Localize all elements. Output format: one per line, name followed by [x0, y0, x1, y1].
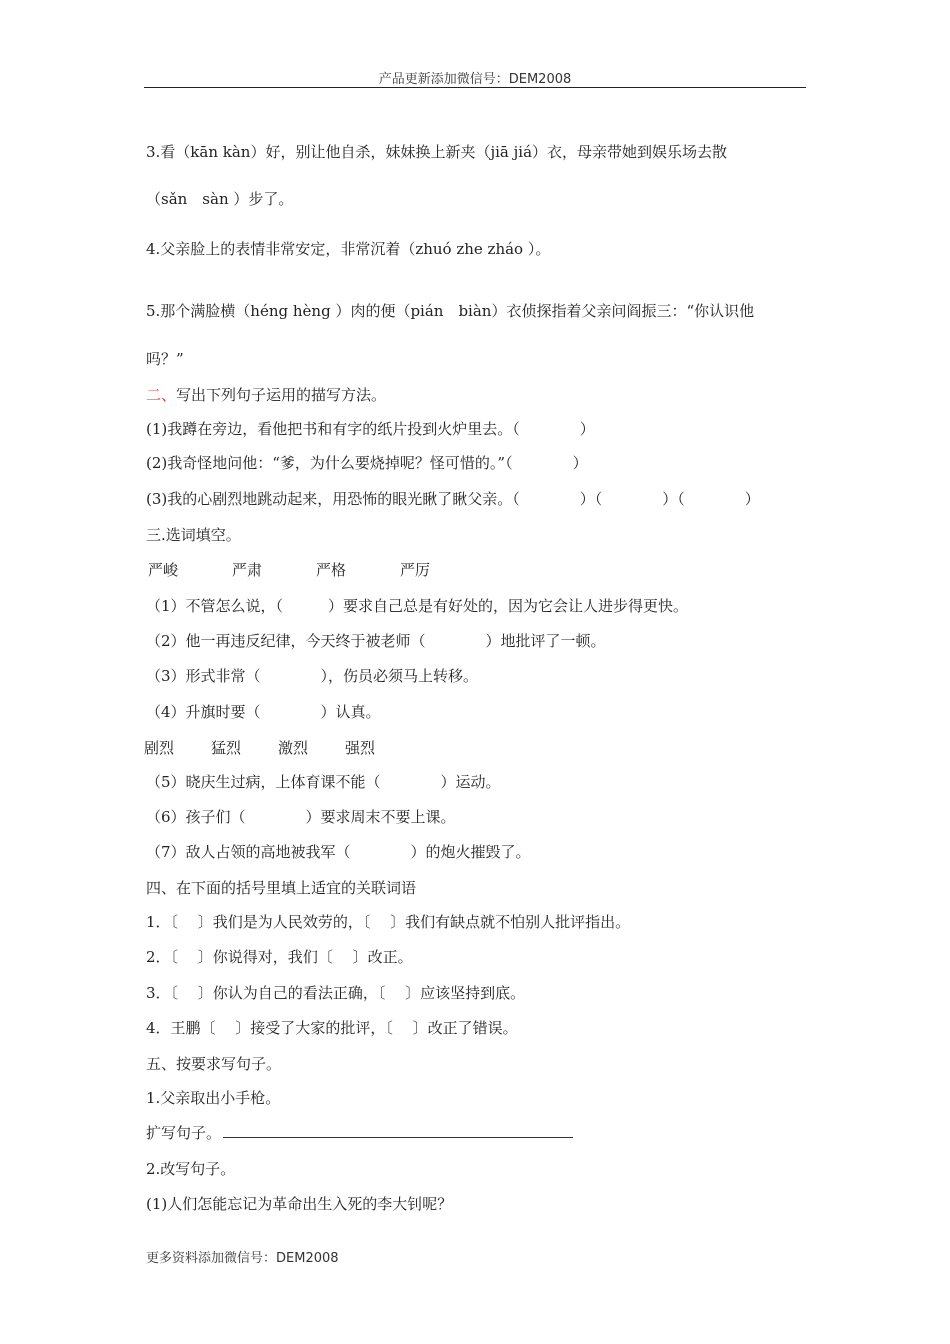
q3-line2: （sǎn sàn ）步了。 — [146, 190, 294, 208]
section5-expand-line — [146, 1123, 573, 1143]
section3-item-2: （2）他一再违反纪律，今天终于被老师（ ）地批评了一顿。 — [146, 632, 606, 650]
word-option: 严肃 — [232, 561, 263, 579]
q5-line1: 5.那个满脸横（héng hèng ）肉的便（pián biàn）衣侦探指着父亲问阎振三：“你认识他 — [146, 302, 755, 320]
section2-title: 写出下列句子运用的描写方法。 — [176, 386, 387, 404]
word-option: 剧烈 — [144, 739, 175, 757]
section5-subitem-1: (1)人们怎能忘记为革命出生入死的李大钊呢？ — [146, 1195, 453, 1213]
section3-heading: 三.选词填空。 — [146, 526, 241, 544]
section3-item-7: （7）敌人占领的高地被我军（ ）的炮火摧毁了。 — [146, 843, 531, 861]
page-header: 产品更新添加微信号：DEM2008 — [378, 72, 572, 87]
section4-heading: 四、在下面的括号里填上适宜的关联词语 — [146, 879, 417, 897]
section3-item-3: （3）形式非常（ ），伤员必须马上转移。 — [146, 667, 479, 685]
word-option: 强烈 — [345, 739, 376, 757]
section3-item-4: （4）升旗时要（ ）认真。 — [146, 703, 381, 721]
section4-item-1: 1．〔 〕我们是为人民效劳的，〔 〕我们有缺点就不怕别人批评指出。 — [146, 913, 631, 931]
section3-item-6: （6）孩子们（ ）要求周末不要上课。 — [146, 808, 456, 826]
header-rule — [144, 87, 806, 88]
q4-line: 4.父亲脸上的表情非常安定，非常沉着（zhuó zhe zháo ）。 — [146, 240, 551, 258]
word-option: 严厉 — [400, 561, 431, 579]
section3-word-bank-2 — [144, 738, 375, 758]
word-option: 猛烈 — [211, 739, 242, 757]
section4-item-3: 3．〔 〕你认为自己的看法正确，〔 〕应该坚持到底。 — [146, 984, 526, 1002]
answer-blank[interactable] — [223, 1123, 573, 1138]
section2-item-2: (2)我奇怪地问他：“爹，为什么要烧掉呢？怪可惜的。”（ ） — [146, 454, 588, 472]
q5-line2: 吗？” — [146, 350, 184, 368]
section3-word-bank-1 — [148, 560, 430, 580]
section4-item-4: 4．王鹏〔 〕接受了大家的批评，〔 〕改正了错误。 — [146, 1019, 518, 1037]
section2-number: 二、 — [146, 386, 177, 404]
section3-item-1: （1）不管怎么说，（ ）要求自己总是有好处的，因为它会让人进步得更快。 — [146, 597, 689, 615]
expand-label: 扩写句子。 — [146, 1124, 222, 1142]
section5-heading: 五、按要求写句子。 — [146, 1055, 282, 1073]
section2-item-1: (1)我蹲在旁边，看他把书和有字的纸片投到火炉里去。（ ） — [146, 420, 595, 438]
word-option: 严格 — [316, 561, 347, 579]
section2-item-3: (3)我的心剧烈地跳动起来，用恐怖的眼光瞅了瞅父亲。（ ）（ ）（ ） — [146, 490, 760, 508]
section5-item-2: 2.改写句子。 — [146, 1160, 236, 1178]
word-option: 严峻 — [148, 561, 179, 579]
section4-item-2: 2．〔 〕你说得对，我们〔 〕改正。 — [146, 948, 413, 966]
section2-heading — [146, 385, 386, 405]
section3-item-5: （5）晓庆生过病，上体育课不能（ ）运动。 — [146, 773, 501, 791]
q3-line1: 3.看（kān kàn）好，别让他自杀，妹妹换上新夹（jiā jiá）衣，母亲带她到娱乐场去散 — [146, 143, 728, 161]
word-option: 激烈 — [278, 739, 309, 757]
page-footer: 更多资料添加微信号：DEM2008 — [146, 1251, 339, 1266]
section5-item-1: 1.父亲取出小手枪。 — [146, 1089, 281, 1107]
